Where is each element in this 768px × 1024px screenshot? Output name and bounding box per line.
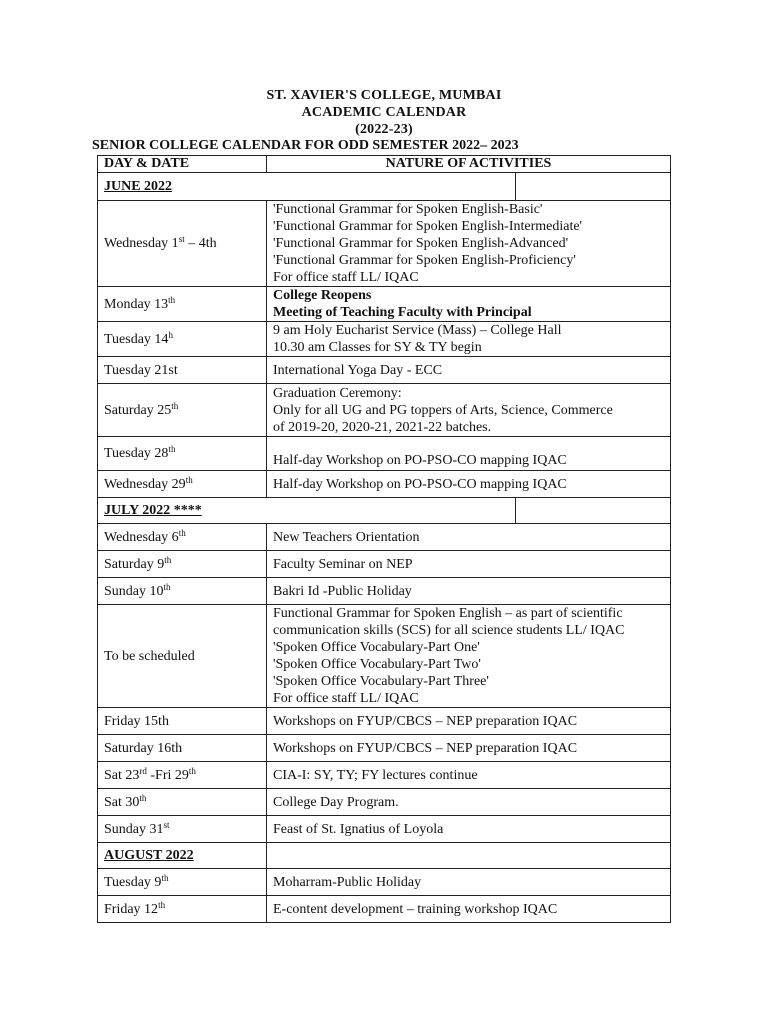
table-row bbox=[98, 735, 671, 762]
calendar-title: ACADEMIC CALENDAR bbox=[301, 105, 467, 120]
activity-cell: Half-day Workshop on PO-PSO-CO mapping IQAC bbox=[267, 471, 671, 498]
table-row bbox=[98, 869, 671, 896]
date-cell: Saturday 16th bbox=[98, 735, 267, 762]
table-row bbox=[98, 551, 671, 578]
date-cell: Wednesday 6th bbox=[98, 524, 267, 551]
date-cell: Sunday 31st bbox=[98, 816, 267, 843]
date-cell: Sat 30th bbox=[98, 789, 267, 816]
month-row bbox=[98, 173, 671, 201]
table-row bbox=[98, 896, 671, 923]
date-cell: Wednesday 1st – 4th bbox=[98, 201, 267, 287]
month-cell bbox=[98, 843, 267, 869]
table-row bbox=[98, 357, 671, 384]
table-row bbox=[98, 524, 671, 551]
table-row bbox=[98, 287, 671, 322]
column-header-activity: NATURE OF ACTIVITIES bbox=[267, 156, 671, 173]
activity-cell: International Yoga Day - ECC bbox=[267, 357, 671, 384]
date-cell: Tuesday 21st bbox=[98, 357, 267, 384]
date-cell: Saturday 9th bbox=[98, 551, 267, 578]
college-name: ST. XAVIER'S COLLEGE, MUMBAI bbox=[266, 88, 502, 103]
table-row bbox=[98, 437, 671, 471]
table-row bbox=[98, 762, 671, 789]
activity-cell: Graduation Ceremony: Only for all UG and PG toppers of Arts, Science, Commerce of 2019-20, 2020-21, 2021-22 batches. bbox=[267, 384, 671, 437]
date-cell: Tuesday 28th bbox=[98, 437, 267, 471]
date-cell: Sunday 10th bbox=[98, 578, 267, 605]
activity-cell: Half-day Workshop on PO-PSO-CO mapping IQAC bbox=[267, 437, 671, 471]
academic-year: (2022-23) bbox=[355, 122, 413, 137]
month-label: JUNE 2022 bbox=[104, 179, 173, 194]
date-cell: Sat 23rd -Fri 29th bbox=[98, 762, 267, 789]
month-blank-cell bbox=[267, 843, 671, 869]
date-cell: Friday 12th bbox=[98, 896, 267, 923]
activity-cell: 'Functional Grammar for Spoken English-Basic' 'Functional Grammar for Spoken English-Intermediate' 'Functional Grammar for Spoken English-Advanced' 'Functional Grammar for Spoken English-Proficiency' For office staff LL/ IQAC bbox=[267, 201, 671, 287]
activity-cell: Workshops on FYUP/CBCS – NEP preparation IQAC bbox=[267, 708, 671, 735]
month-cell bbox=[98, 498, 671, 524]
month-row bbox=[98, 843, 671, 869]
date-cell: Saturday 25th bbox=[98, 384, 267, 437]
date-cell: Tuesday 9th bbox=[98, 869, 267, 896]
month-row bbox=[98, 498, 671, 524]
column-header-date: DAY & DATE bbox=[98, 156, 267, 173]
table-row bbox=[98, 471, 671, 498]
table-row bbox=[98, 322, 671, 357]
date-cell: Wednesday 29th bbox=[98, 471, 267, 498]
activity-cell: Functional Grammar for Spoken English – as part of scientific communication skills (SCS) for all science students LL/ IQAC 'Spoken Office Vocabulary-Part One' 'Spoken Office Vocabulary-Part Two' 'Spoken Office Vocabulary-Part Three' For office staff LL/ IQAC bbox=[267, 605, 671, 708]
table-row bbox=[98, 816, 671, 843]
activity-cell: College Reopens Meeting of Teaching Faculty with Principal bbox=[267, 287, 671, 322]
table-row bbox=[98, 708, 671, 735]
activity-cell: College Day Program. bbox=[267, 789, 671, 816]
calendar-subtitle: SENIOR COLLEGE CALENDAR FOR ODD SEMESTER 2022– 2023 bbox=[92, 138, 519, 153]
activity-cell: E-content development – training workshop IQAC bbox=[267, 896, 671, 923]
activity-cell: 9 am Holy Eucharist Service (Mass) – College Hall 10.30 am Classes for SY & TY begin bbox=[267, 322, 671, 357]
activity-cell: New Teachers Orientation bbox=[267, 524, 671, 551]
date-cell: Monday 13th bbox=[98, 287, 267, 322]
month-label: AUGUST 2022 bbox=[104, 848, 194, 863]
date-cell: Tuesday 14$^h$ bbox=[98, 322, 267, 357]
activity-cell: Feast of St. Ignatius of Loyola bbox=[267, 816, 671, 843]
table-row bbox=[98, 605, 671, 708]
activity-cell: Faculty Seminar on NEP bbox=[267, 551, 671, 578]
table-row bbox=[98, 789, 671, 816]
activity-cell: Workshops on FYUP/CBCS – NEP preparation IQAC bbox=[267, 735, 671, 762]
table-row bbox=[98, 384, 671, 437]
date-cell: To be scheduled bbox=[98, 605, 267, 708]
activity-cell: Bakri Id -Public Holiday bbox=[267, 578, 671, 605]
table-row bbox=[98, 578, 671, 605]
activity-cell: Moharram-Public Holiday bbox=[267, 869, 671, 896]
date-cell: Friday 15th bbox=[98, 708, 267, 735]
month-label: JULY 2022 **** bbox=[104, 503, 202, 518]
month-cell bbox=[98, 173, 671, 201]
calendar-table bbox=[97, 155, 671, 923]
activity-cell: CIA-I: SY, TY; FY lectures continue bbox=[267, 762, 671, 789]
table-header-row bbox=[98, 156, 671, 173]
table-row bbox=[98, 201, 671, 287]
